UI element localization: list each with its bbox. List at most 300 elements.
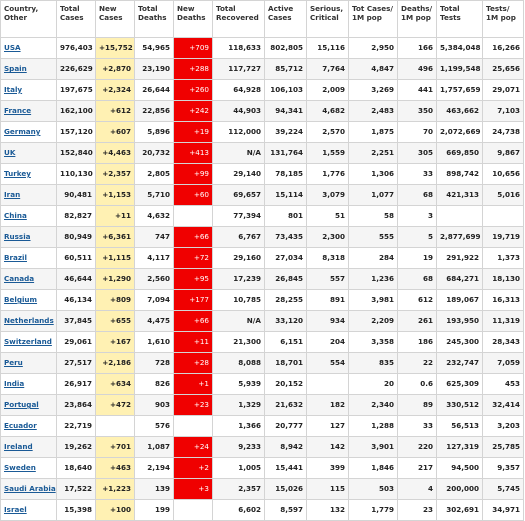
serious-critical-cell xyxy=(307,374,349,395)
serious-critical-cell: 557 xyxy=(307,269,349,290)
tests-per-million-cell: 453 xyxy=(483,374,524,395)
total-cases-cell: 80,949 xyxy=(57,227,96,248)
new-deaths-cell: +24 xyxy=(174,437,213,458)
serious-critical-cell: 934 xyxy=(307,311,349,332)
serious-critical-cell: 2,300 xyxy=(307,227,349,248)
country-cell xyxy=(1,248,57,269)
new-cases-cell: +701 xyxy=(96,437,135,458)
total-cases-cell: 26,917 xyxy=(57,374,96,395)
country-link[interactable]: India xyxy=(4,379,25,388)
cases-per-million-cell: 3,981 xyxy=(349,290,398,311)
total-cases-cell: 82,827 xyxy=(57,206,96,227)
total-tests-cell: 200,000 xyxy=(437,479,483,500)
total-cases-cell: 226,629 xyxy=(57,59,96,80)
tests-per-million-cell: 7,059 xyxy=(483,353,524,374)
country-cell xyxy=(1,185,57,206)
deaths-per-million-cell: 612 xyxy=(398,290,437,311)
country-link[interactable]: Belgium xyxy=(4,295,38,304)
new-deaths-cell xyxy=(174,416,213,437)
header-deaths-per-million[interactable]: Deaths/ 1M pop xyxy=(398,1,437,38)
deaths-per-million-cell: 0.6 xyxy=(398,374,437,395)
new-cases-cell: +2,324 xyxy=(96,80,135,101)
total-recovered-cell: 1,366 xyxy=(213,416,265,437)
table-row xyxy=(1,500,524,521)
country-cell xyxy=(1,458,57,479)
country-cell xyxy=(1,416,57,437)
country-cell xyxy=(1,164,57,185)
active-cases-cell: 802,805 xyxy=(265,38,307,59)
serious-critical-cell: 554 xyxy=(307,353,349,374)
total-deaths-cell: 747 xyxy=(135,227,174,248)
header-serious-critical[interactable]: Serious, Critical xyxy=(307,1,349,38)
tests-per-million-cell: 1,373 xyxy=(483,248,524,269)
new-cases-cell: +472 xyxy=(96,395,135,416)
header-new-deaths[interactable]: New Deaths xyxy=(174,1,213,38)
table-row xyxy=(1,353,524,374)
active-cases-cell: 15,441 xyxy=(265,458,307,479)
total-deaths-cell: 1,610 xyxy=(135,332,174,353)
serious-critical-cell: 204 xyxy=(307,332,349,353)
new-cases-cell: +612 xyxy=(96,101,135,122)
country-link[interactable]: Sweden xyxy=(4,463,36,472)
header-total-deaths[interactable]: Total Deaths xyxy=(135,1,174,38)
total-tests-cell: 127,319 xyxy=(437,437,483,458)
deaths-per-million-cell: 33 xyxy=(398,164,437,185)
active-cases-cell: 21,632 xyxy=(265,395,307,416)
serious-critical-cell: 132 xyxy=(307,500,349,521)
total-cases-cell: 162,100 xyxy=(57,101,96,122)
cases-per-million-cell: 3,358 xyxy=(349,332,398,353)
total-deaths-cell: 576 xyxy=(135,416,174,437)
table-header xyxy=(1,1,524,38)
new-deaths-cell: +242 xyxy=(174,101,213,122)
header-active-cases[interactable]: Active Cases xyxy=(265,1,307,38)
total-cases-cell: 152,840 xyxy=(57,143,96,164)
total-deaths-cell: 20,732 xyxy=(135,143,174,164)
total-deaths-cell: 199 xyxy=(135,500,174,521)
total-recovered-cell: 1,329 xyxy=(213,395,265,416)
cases-per-million-cell: 2,340 xyxy=(349,395,398,416)
total-tests-cell: 245,300 xyxy=(437,332,483,353)
tests-per-million-cell: 3,203 xyxy=(483,416,524,437)
country-link[interactable]: France xyxy=(4,106,32,115)
total-deaths-cell: 728 xyxy=(135,353,174,374)
serious-critical-cell: 115 xyxy=(307,479,349,500)
active-cases-cell: 33,120 xyxy=(265,311,307,332)
country-link[interactable]: Iran xyxy=(4,190,21,199)
active-cases-cell: 131,764 xyxy=(265,143,307,164)
cases-per-million-cell: 284 xyxy=(349,248,398,269)
country-cell xyxy=(1,332,57,353)
total-cases-cell: 19,262 xyxy=(57,437,96,458)
tests-per-million-cell: 34,971 xyxy=(483,500,524,521)
total-deaths-cell: 139 xyxy=(135,479,174,500)
country-link[interactable]: Netherlands xyxy=(4,316,54,325)
active-cases-cell: 801 xyxy=(265,206,307,227)
deaths-per-million-cell: 166 xyxy=(398,38,437,59)
total-tests-cell: 5,384,048 xyxy=(437,38,483,59)
country-cell xyxy=(1,269,57,290)
new-cases-cell: +11 xyxy=(96,206,135,227)
active-cases-cell: 73,435 xyxy=(265,227,307,248)
new-cases-cell: +1,223 xyxy=(96,479,135,500)
total-recovered-cell: 1,005 xyxy=(213,458,265,479)
country-cell xyxy=(1,80,57,101)
country-cell xyxy=(1,143,57,164)
total-tests-cell: 2,072,669 xyxy=(437,122,483,143)
new-deaths-cell: +3 xyxy=(174,479,213,500)
table-row xyxy=(1,248,524,269)
total-cases-cell: 15,398 xyxy=(57,500,96,521)
deaths-per-million-cell: 5 xyxy=(398,227,437,248)
total-deaths-cell: 2,560 xyxy=(135,269,174,290)
new-cases-cell: +167 xyxy=(96,332,135,353)
deaths-per-million-cell: 441 xyxy=(398,80,437,101)
deaths-per-million-cell: 22 xyxy=(398,353,437,374)
total-tests-cell: 625,309 xyxy=(437,374,483,395)
total-tests-cell: 302,691 xyxy=(437,500,483,521)
country-link[interactable]: Saudi Arabia xyxy=(4,484,56,493)
table-row xyxy=(1,101,524,122)
new-deaths-cell: +60 xyxy=(174,185,213,206)
country-link[interactable]: Italy xyxy=(4,85,23,94)
tests-per-million-cell: 19,719 xyxy=(483,227,524,248)
total-tests-cell: 189,067 xyxy=(437,290,483,311)
deaths-per-million-cell: 217 xyxy=(398,458,437,479)
serious-critical-cell: 127 xyxy=(307,416,349,437)
deaths-per-million-cell: 3 xyxy=(398,206,437,227)
new-deaths-cell xyxy=(174,500,213,521)
total-tests-cell: 2,877,699 xyxy=(437,227,483,248)
cases-per-million-cell: 58 xyxy=(349,206,398,227)
tests-per-million-cell: 16,313 xyxy=(483,290,524,311)
table-row xyxy=(1,122,524,143)
country-cell xyxy=(1,59,57,80)
total-cases-cell: 18,640 xyxy=(57,458,96,479)
country-link[interactable]: Russia xyxy=(4,232,31,241)
new-cases-cell: +6,361 xyxy=(96,227,135,248)
total-recovered-cell: 77,394 xyxy=(213,206,265,227)
total-tests-cell: 1,199,548 xyxy=(437,59,483,80)
serious-critical-cell: 2,570 xyxy=(307,122,349,143)
new-cases-cell: +2,357 xyxy=(96,164,135,185)
total-tests-cell: 421,313 xyxy=(437,185,483,206)
tests-per-million-cell: 5,016 xyxy=(483,185,524,206)
header-new-cases[interactable]: New Cases xyxy=(96,1,135,38)
total-cases-cell: 60,511 xyxy=(57,248,96,269)
deaths-per-million-cell: 89 xyxy=(398,395,437,416)
table-row xyxy=(1,206,524,227)
active-cases-cell: 39,224 xyxy=(265,122,307,143)
active-cases-cell: 26,845 xyxy=(265,269,307,290)
total-recovered-cell: N/A xyxy=(213,311,265,332)
country-link[interactable]: Brazil xyxy=(4,253,27,262)
table-row xyxy=(1,227,524,248)
header-country[interactable]: Country, Other xyxy=(1,1,57,38)
total-deaths-cell: 2,805 xyxy=(135,164,174,185)
new-cases-cell: +2,186 xyxy=(96,353,135,374)
total-deaths-cell: 2,194 xyxy=(135,458,174,479)
total-recovered-cell: 8,088 xyxy=(213,353,265,374)
total-recovered-cell: 29,140 xyxy=(213,164,265,185)
table-row xyxy=(1,290,524,311)
total-cases-cell: 23,864 xyxy=(57,395,96,416)
table-row xyxy=(1,395,524,416)
country-cell xyxy=(1,500,57,521)
deaths-per-million-cell: 220 xyxy=(398,437,437,458)
country-link[interactable]: UK xyxy=(4,148,16,157)
total-recovered-cell: 44,903 xyxy=(213,101,265,122)
active-cases-cell: 106,103 xyxy=(265,80,307,101)
serious-critical-cell: 2,009 xyxy=(307,80,349,101)
country-link[interactable]: Ireland xyxy=(4,442,33,451)
serious-critical-cell: 182 xyxy=(307,395,349,416)
active-cases-cell: 85,712 xyxy=(265,59,307,80)
total-deaths-cell: 4,117 xyxy=(135,248,174,269)
tests-per-million-cell: 7,103 xyxy=(483,101,524,122)
new-deaths-cell: +28 xyxy=(174,353,213,374)
cases-per-million-cell: 2,209 xyxy=(349,311,398,332)
country-link[interactable]: USA xyxy=(4,43,21,52)
active-cases-cell: 28,255 xyxy=(265,290,307,311)
country-cell xyxy=(1,479,57,500)
total-recovered-cell: 6,767 xyxy=(213,227,265,248)
new-deaths-cell: +19 xyxy=(174,122,213,143)
header-row xyxy=(1,1,524,38)
total-tests-cell: 193,950 xyxy=(437,311,483,332)
total-recovered-cell: 112,000 xyxy=(213,122,265,143)
total-tests-cell: 1,757,659 xyxy=(437,80,483,101)
country-cell xyxy=(1,353,57,374)
active-cases-cell: 20,777 xyxy=(265,416,307,437)
new-deaths-cell: +177 xyxy=(174,290,213,311)
cases-per-million-cell: 2,950 xyxy=(349,38,398,59)
active-cases-cell: 8,597 xyxy=(265,500,307,521)
cases-per-million-cell: 1,779 xyxy=(349,500,398,521)
country-link[interactable]: Ecuador xyxy=(4,421,37,430)
total-tests-cell: 291,922 xyxy=(437,248,483,269)
new-cases-cell: +1,153 xyxy=(96,185,135,206)
total-cases-cell: 157,120 xyxy=(57,122,96,143)
country-cell xyxy=(1,227,57,248)
active-cases-cell: 18,701 xyxy=(265,353,307,374)
total-deaths-cell: 23,190 xyxy=(135,59,174,80)
tests-per-million-cell: 29,071 xyxy=(483,80,524,101)
cases-per-million-cell: 1,077 xyxy=(349,185,398,206)
tests-per-million-cell: 25,785 xyxy=(483,437,524,458)
total-tests-cell: 56,513 xyxy=(437,416,483,437)
tests-per-million-cell: 16,266 xyxy=(483,38,524,59)
total-cases-cell: 110,130 xyxy=(57,164,96,185)
cases-per-million-cell: 2,251 xyxy=(349,143,398,164)
cases-per-million-cell: 1,288 xyxy=(349,416,398,437)
total-deaths-cell: 5,710 xyxy=(135,185,174,206)
tests-per-million-cell: 18,130 xyxy=(483,269,524,290)
deaths-per-million-cell: 23 xyxy=(398,500,437,521)
new-cases-cell: +607 xyxy=(96,122,135,143)
serious-critical-cell: 1,559 xyxy=(307,143,349,164)
deaths-per-million-cell: 350 xyxy=(398,101,437,122)
table-row xyxy=(1,458,524,479)
new-cases-cell: +15,752 xyxy=(96,38,135,59)
serious-critical-cell: 1,776 xyxy=(307,164,349,185)
table-row xyxy=(1,164,524,185)
new-deaths-cell: +95 xyxy=(174,269,213,290)
total-recovered-cell: 64,928 xyxy=(213,80,265,101)
total-cases-cell: 22,719 xyxy=(57,416,96,437)
deaths-per-million-cell: 68 xyxy=(398,185,437,206)
total-recovered-cell: 10,785 xyxy=(213,290,265,311)
new-deaths-cell: +413 xyxy=(174,143,213,164)
new-cases-cell: +4,463 xyxy=(96,143,135,164)
tests-per-million-cell: 28,343 xyxy=(483,332,524,353)
total-cases-cell: 46,644 xyxy=(57,269,96,290)
header-total-tests[interactable]: Total Tests xyxy=(437,1,483,38)
header-total-cases[interactable]: Total Cases xyxy=(57,1,96,38)
country-link[interactable]: Portugal xyxy=(4,400,39,409)
deaths-per-million-cell: 496 xyxy=(398,59,437,80)
total-deaths-cell: 826 xyxy=(135,374,174,395)
new-cases-cell: +2,870 xyxy=(96,59,135,80)
header-total-recovered[interactable]: Total Recovered xyxy=(213,1,265,38)
cases-per-million-cell: 1,875 xyxy=(349,122,398,143)
total-cases-cell: 90,481 xyxy=(57,185,96,206)
table-row xyxy=(1,311,524,332)
total-recovered-cell: 29,160 xyxy=(213,248,265,269)
table-row xyxy=(1,59,524,80)
new-cases-cell: +1,115 xyxy=(96,248,135,269)
total-tests-cell: 684,271 xyxy=(437,269,483,290)
serious-critical-cell: 399 xyxy=(307,458,349,479)
country-link[interactable]: Peru xyxy=(4,358,23,367)
country-link[interactable]: Germany xyxy=(4,127,41,136)
deaths-per-million-cell: 33 xyxy=(398,416,437,437)
total-tests-cell: 669,850 xyxy=(437,143,483,164)
country-cell xyxy=(1,206,57,227)
active-cases-cell: 15,114 xyxy=(265,185,307,206)
tests-per-million-cell: 9,867 xyxy=(483,143,524,164)
new-deaths-cell xyxy=(174,206,213,227)
total-cases-cell: 46,134 xyxy=(57,290,96,311)
total-tests-cell: 232,747 xyxy=(437,353,483,374)
new-cases-cell: +809 xyxy=(96,290,135,311)
total-cases-cell: 29,061 xyxy=(57,332,96,353)
total-recovered-cell: 69,657 xyxy=(213,185,265,206)
table-row xyxy=(1,374,524,395)
new-deaths-cell: +11 xyxy=(174,332,213,353)
table-body xyxy=(1,38,524,521)
country-cell xyxy=(1,374,57,395)
country-link[interactable]: Turkey xyxy=(4,169,31,178)
table-row xyxy=(1,332,524,353)
total-recovered-cell: 118,633 xyxy=(213,38,265,59)
total-recovered-cell: 9,233 xyxy=(213,437,265,458)
cases-per-million-cell: 555 xyxy=(349,227,398,248)
tests-per-million-cell: 32,414 xyxy=(483,395,524,416)
header-tests-per-million[interactable]: Tests/ 1M pop xyxy=(483,1,524,38)
table-row xyxy=(1,269,524,290)
active-cases-cell: 78,185 xyxy=(265,164,307,185)
total-recovered-cell: 2,357 xyxy=(213,479,265,500)
serious-critical-cell: 3,079 xyxy=(307,185,349,206)
total-deaths-cell: 4,475 xyxy=(135,311,174,332)
total-deaths-cell: 26,644 xyxy=(135,80,174,101)
deaths-per-million-cell: 186 xyxy=(398,332,437,353)
deaths-per-million-cell: 68 xyxy=(398,269,437,290)
cases-per-million-cell: 835 xyxy=(349,353,398,374)
new-cases-cell: +1,290 xyxy=(96,269,135,290)
country-cell xyxy=(1,437,57,458)
total-cases-cell: 197,675 xyxy=(57,80,96,101)
tests-per-million-cell xyxy=(483,206,524,227)
deaths-per-million-cell: 70 xyxy=(398,122,437,143)
cases-per-million-cell: 20 xyxy=(349,374,398,395)
new-deaths-cell: +23 xyxy=(174,395,213,416)
country-link[interactable]: Spain xyxy=(4,64,27,73)
country-link[interactable]: China xyxy=(4,211,27,220)
total-recovered-cell: 117,727 xyxy=(213,59,265,80)
deaths-per-million-cell: 305 xyxy=(398,143,437,164)
deaths-per-million-cell: 4 xyxy=(398,479,437,500)
new-cases-cell: +655 xyxy=(96,311,135,332)
new-deaths-cell: +260 xyxy=(174,80,213,101)
table-row xyxy=(1,38,524,59)
serious-critical-cell: 142 xyxy=(307,437,349,458)
new-deaths-cell: +1 xyxy=(174,374,213,395)
country-link[interactable]: Israel xyxy=(4,505,27,514)
new-cases-cell: +100 xyxy=(96,500,135,521)
country-cell xyxy=(1,101,57,122)
table-row xyxy=(1,479,524,500)
total-deaths-cell: 4,632 xyxy=(135,206,174,227)
country-link[interactable]: Switzerland xyxy=(4,337,52,346)
active-cases-cell: 15,026 xyxy=(265,479,307,500)
cases-per-million-cell: 2,483 xyxy=(349,101,398,122)
total-deaths-cell: 5,896 xyxy=(135,122,174,143)
serious-critical-cell: 4,682 xyxy=(307,101,349,122)
header-cases-per-million[interactable]: Tot Cases/ 1M pop xyxy=(349,1,398,38)
country-cell xyxy=(1,311,57,332)
cases-per-million-cell: 3,901 xyxy=(349,437,398,458)
serious-critical-cell: 8,318 xyxy=(307,248,349,269)
total-deaths-cell: 22,856 xyxy=(135,101,174,122)
new-deaths-cell: +99 xyxy=(174,164,213,185)
country-cell xyxy=(1,290,57,311)
total-deaths-cell: 903 xyxy=(135,395,174,416)
total-deaths-cell: 54,965 xyxy=(135,38,174,59)
cases-per-million-cell: 1,846 xyxy=(349,458,398,479)
tests-per-million-cell: 11,319 xyxy=(483,311,524,332)
tests-per-million-cell: 10,656 xyxy=(483,164,524,185)
total-recovered-cell: 6,602 xyxy=(213,500,265,521)
total-recovered-cell: 17,239 xyxy=(213,269,265,290)
country-link[interactable]: Canada xyxy=(4,274,35,283)
total-tests-cell: 330,512 xyxy=(437,395,483,416)
serious-critical-cell: 891 xyxy=(307,290,349,311)
total-deaths-cell: 1,087 xyxy=(135,437,174,458)
cases-per-million-cell: 1,236 xyxy=(349,269,398,290)
table-row xyxy=(1,437,524,458)
tests-per-million-cell: 5,745 xyxy=(483,479,524,500)
total-cases-cell: 17,522 xyxy=(57,479,96,500)
cases-per-million-cell: 4,847 xyxy=(349,59,398,80)
new-deaths-cell: +66 xyxy=(174,311,213,332)
new-deaths-cell: +288 xyxy=(174,59,213,80)
serious-critical-cell: 51 xyxy=(307,206,349,227)
serious-critical-cell: 15,116 xyxy=(307,38,349,59)
total-deaths-cell: 7,094 xyxy=(135,290,174,311)
active-cases-cell: 20,152 xyxy=(265,374,307,395)
